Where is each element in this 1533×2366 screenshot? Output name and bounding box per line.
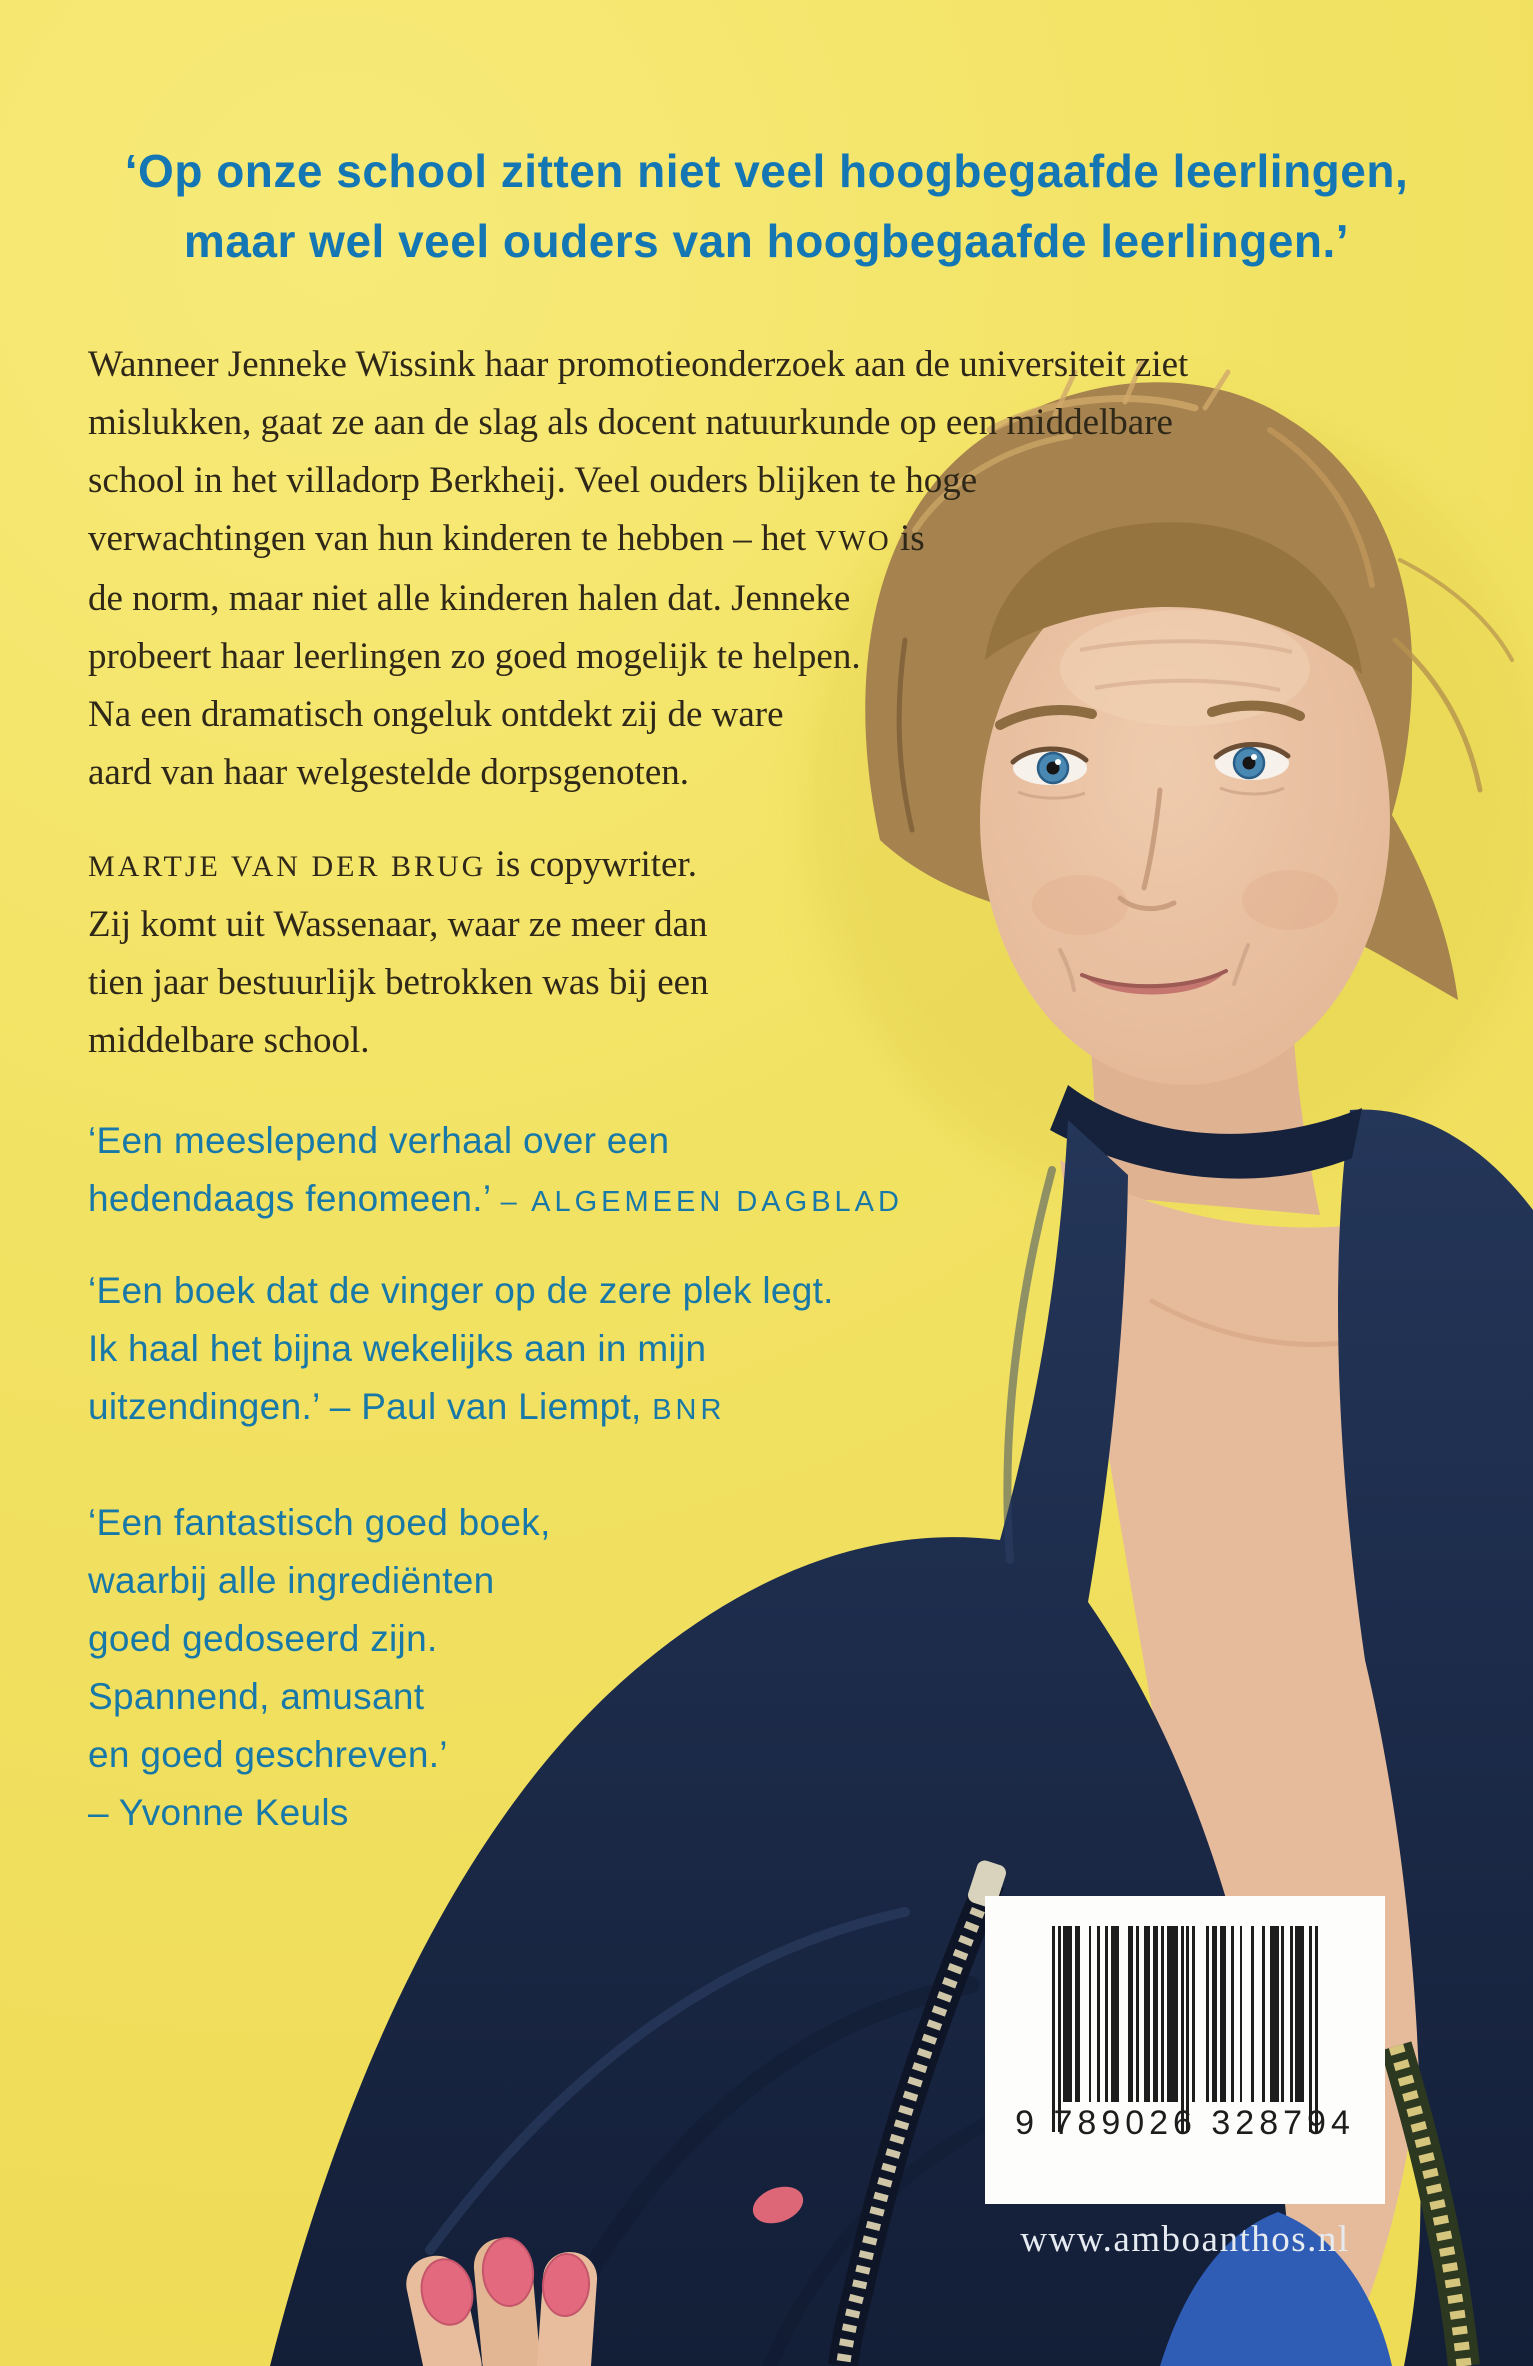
review-quote-yvonne-keuls xyxy=(88,1494,551,1842)
synopsis xyxy=(88,336,1188,802)
synopsis-line: mislukken, gaat ze aan de slag als docent natuurkunde op een middelbare xyxy=(88,402,1173,443)
quote-line: ‘Een boek dat de vinger op de zere plek legt. xyxy=(88,1270,834,1311)
author-bio-line xyxy=(88,836,709,896)
quote-line: en goed geschreven.’ xyxy=(88,1734,448,1775)
synopsis-line xyxy=(88,510,1188,570)
author-name: MARTJE VAN DER BRUG xyxy=(88,850,487,883)
synopsis-line: Na een dramatisch ongeluk ontdekt zij de ware xyxy=(88,694,784,735)
quote-line xyxy=(88,1378,834,1439)
quote-line: Spannend, amusant xyxy=(88,1676,425,1717)
author-bio-line: middelbare school. xyxy=(88,1020,370,1061)
quote-line: ‘Een meeslepend verhaal over een xyxy=(88,1120,670,1161)
publisher-url: www.amboanthos.nl xyxy=(1020,2219,1350,2260)
author-bio xyxy=(88,836,709,1070)
barcode-digits: 9 789026 328794 xyxy=(1015,2104,1355,2142)
synopsis-line: de norm, maar niet alle kinderen halen dat. Jenneke xyxy=(88,578,851,619)
quote-text: hedendaags fenomeen.’ xyxy=(88,1178,501,1219)
headline xyxy=(0,136,1533,276)
synopsis-line: Wanneer Jenneke Wissink haar promotieonderzoek aan de universiteit ziet xyxy=(88,344,1189,385)
quote-attribution: – ALGEMEEN DAGBLAD xyxy=(500,1186,903,1218)
quote-attribution: BNR xyxy=(652,1394,726,1426)
quote-line xyxy=(88,1170,903,1231)
synopsis-line: school in het villadorp Berkheij. Veel ouders blijken te hoge xyxy=(88,460,978,501)
synopsis-line4-post: is xyxy=(890,518,925,559)
quote-line: Ik haal het bijna wekelijks aan in mijn xyxy=(88,1328,707,1369)
synopsis-line: aard van haar welgestelde dorpsgenoten. xyxy=(88,752,689,793)
quote-line: waarbij alle ingrediënten xyxy=(88,1560,495,1601)
quote-line: ‘Een fantastisch goed boek, xyxy=(88,1502,551,1543)
vwo-smallcaps: VWO xyxy=(815,525,891,557)
headline-line2: maar wel veel ouders van hoogbegaafde leerlingen.’ xyxy=(183,215,1350,267)
review-quote-algemeen-dagblad xyxy=(88,1112,903,1231)
author-bio-line: Zij komt uit Wassenaar, waar ze meer dan xyxy=(88,904,708,945)
quote-line: goed gedoseerd zijn. xyxy=(88,1618,438,1659)
synopsis-line4-pre: verwachtingen van hun kinderen te hebben – het xyxy=(88,518,816,559)
quote-text: uitzendingen.’ – Paul van Liempt, xyxy=(88,1386,653,1427)
barcode-bars xyxy=(1052,1926,1318,2132)
review-quote-bnr xyxy=(88,1262,834,1439)
isbn-barcode xyxy=(985,1896,1385,2204)
synopsis-line: probeert haar leerlingen zo goed mogelijk te helpen. xyxy=(88,636,861,677)
quote-line: – Yvonne Keuls xyxy=(88,1792,349,1833)
headline-line1: ‘Op onze school zitten niet veel hoogbegaafde leerlingen, xyxy=(124,145,1409,197)
author-bio-rest: is copywriter. xyxy=(486,844,697,885)
author-bio-line: tien jaar bestuurlijk betrokken was bij een xyxy=(88,962,709,1003)
